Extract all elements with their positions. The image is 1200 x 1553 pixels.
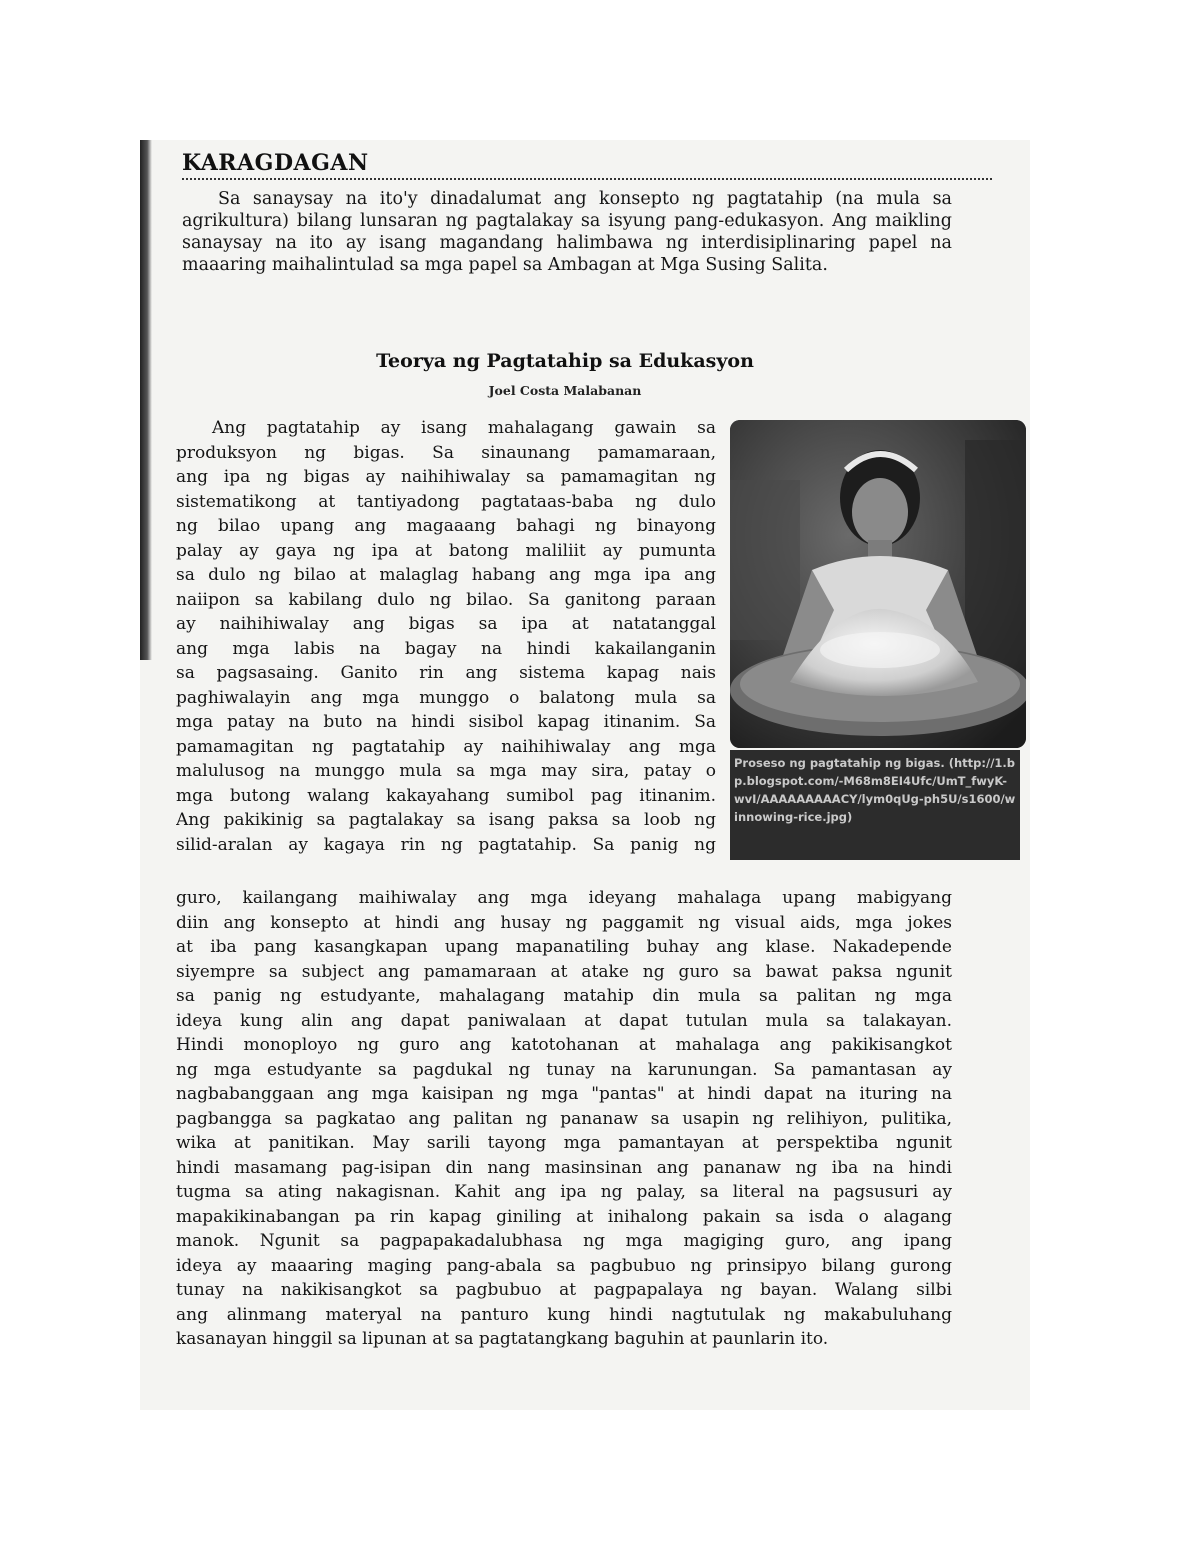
heading-divider — [182, 178, 992, 180]
body-line: silid-aralan ay kagaya rin ng pagtatahip. Sa panig ng — [176, 834, 716, 855]
article-title: Teorya ng Pagtatahip sa Edukasyon — [376, 350, 754, 372]
binding-shadow — [140, 140, 152, 660]
body-line: pagbangga sa pagkatao ang palitan ng pananaw sa usapin ng relihiyon, pulitika, — [176, 1108, 952, 1129]
article-author: Joel Costa Malabanan — [488, 383, 642, 398]
body-line: kasanayan hinggil sa lipunan at sa pagtatangkang baguhin at paunlarin ito. — [176, 1329, 829, 1349]
body-line: Ang pagtatahip ay isang mahalagang gawain sa — [212, 418, 716, 438]
photo-figure — [730, 420, 1026, 860]
body-line: Ang pakikinig sa pagtalakay sa isang paksa sa loob ng — [176, 810, 716, 830]
body-line: ang ipa ng bigas ay naihihiwalay sa pamamagitan ng — [176, 467, 716, 487]
body-line: ideya kung alin ang dapat paniwalaan at dapat tutulan mula sa talakayan. — [176, 1010, 952, 1031]
body-line: ang alinmang materyal na panturo kung hindi nagtutulak ng makabuluhang — [176, 1304, 952, 1325]
body-line: sistematikong at tantiyadong pagtataas-baba ng dulo — [176, 491, 716, 512]
body-line: ang mga labis na bagay na hindi kakailanganin — [176, 638, 716, 659]
body-line: at iba pang kasangkapan upang mapanatiling buhay ang klase. Nakadepende — [176, 937, 952, 957]
body-line: wika at panitikan. May sarili tayong mga pamantayan at perspektiba ngunit — [176, 1133, 952, 1153]
body-line: nagbabanggaan ang mga kaisipan ng mga "pantas" at hindi dapat na ituring na — [176, 1084, 952, 1104]
body-line: sa dulo ng bilao at malaglag habang ang mga ipa ang — [176, 565, 716, 585]
body-line: ng bilao upang ang magaaang bahagi ng binayong — [176, 516, 716, 536]
body-line: mapakikinabangan pa rin kapag giniling at inihalong pakain sa isda o alagang — [176, 1206, 952, 1227]
body-line: manok. Ngunit sa pagpapakadalubhasa ng mga magiging guro, ang ipang — [176, 1231, 952, 1251]
body-line: malulusog na munggo mula sa mga may sira, patay o — [176, 761, 716, 781]
body-line: ideya ay maaaring maging pang-abala sa pagbubuo ng prinsipyo bilang gurong — [176, 1255, 952, 1276]
winnowing-photo-image — [730, 420, 1026, 748]
body-line: naiipon sa kabilang dulo ng bilao. Sa ganitong paraan — [176, 589, 716, 610]
body-line: palay ay gaya ng ipa at batong maliliit ay pumunta — [176, 540, 716, 561]
body-line: diin ang konsepto at hindi ang husay ng paggamit ng visual aids, mga jokes — [176, 912, 952, 933]
winnowing-photo — [730, 420, 1026, 748]
intro-paragraph: Sa sanaysay na ito'y dinadalumat ang konsepto ng pagtatahip (na mula sa agrikultura) bilang lunsaran ng pagtalakay sa isyung pang-edukasyon. Ang maikling sanaysay na ito ay isang magandang halimbawa ng interdisiplinaring papel na maaaring maihalintulad sa mga papel sa Ambagan at Mga Susing Salita. — [182, 189, 952, 275]
body-line: sa panig ng estudyante, mahalagang matahip din mula sa palitan ng mga — [176, 986, 952, 1006]
body-line: guro, kailangang maihiwalay ang mga ideyang mahalaga upang mabigyang — [176, 888, 952, 908]
body-line: hindi masamang pag-isipan din nang masinsinan ang pananaw ng iba na hindi — [176, 1157, 952, 1178]
photo-caption: Proseso ng pagtatahip ng bigas. (http://1.bp.blogspot.com/-M68m8EI4Ufc/UmT_fwyK-wvI/AAAAAAAAACY/lym0qUg-ph5U/s1600/winnowing-rice.jpg) — [730, 750, 1020, 860]
body-line: mga butong walang kakayahang sumibol pag itinanim. — [176, 785, 716, 806]
body-line: produksyon ng bigas. Sa sinaunang pamamaraan, — [176, 442, 716, 463]
body-line: tugma sa ating nakagisnan. Kahit ang ipa ng palay, sa literal na pagsusuri ay — [176, 1182, 952, 1202]
body-line: siyempre sa subject ang pamamaraan at atake ng guro sa bawat paksa ngunit — [176, 961, 952, 982]
body-text-full-width — [176, 886, 952, 1352]
section-heading: KARAGDAGAN — [182, 150, 369, 176]
body-line: mga patay na buto na hindi sisibol kapag itinanim. Sa — [176, 712, 716, 732]
body-line: ng mga estudyante sa pagdukal ng tunay na karunungan. Sa pamantasan ay — [176, 1059, 952, 1080]
body-line: pamamagitan ng pagtatahip ay naihihiwalay ang mga — [176, 736, 716, 757]
book-page — [140, 140, 1030, 1410]
body-text-beside-figure — [176, 416, 716, 857]
body-line: paghiwalayin ang mga munggo o balatong mula sa — [176, 687, 716, 708]
body-line: ay naihihiwalay ang bigas sa ipa at natatanggal — [176, 614, 716, 634]
body-line: tunay na nakikisangkot sa pagbubuo at pagpapalaya ng bayan. Walang silbi — [176, 1280, 952, 1300]
body-line: sa pagsasaing. Ganito rin ang sistema kapag nais — [176, 663, 716, 683]
body-line: Hindi monoployo ng guro ang katotohanan at mahalaga ang pakikisangkot — [176, 1035, 952, 1055]
